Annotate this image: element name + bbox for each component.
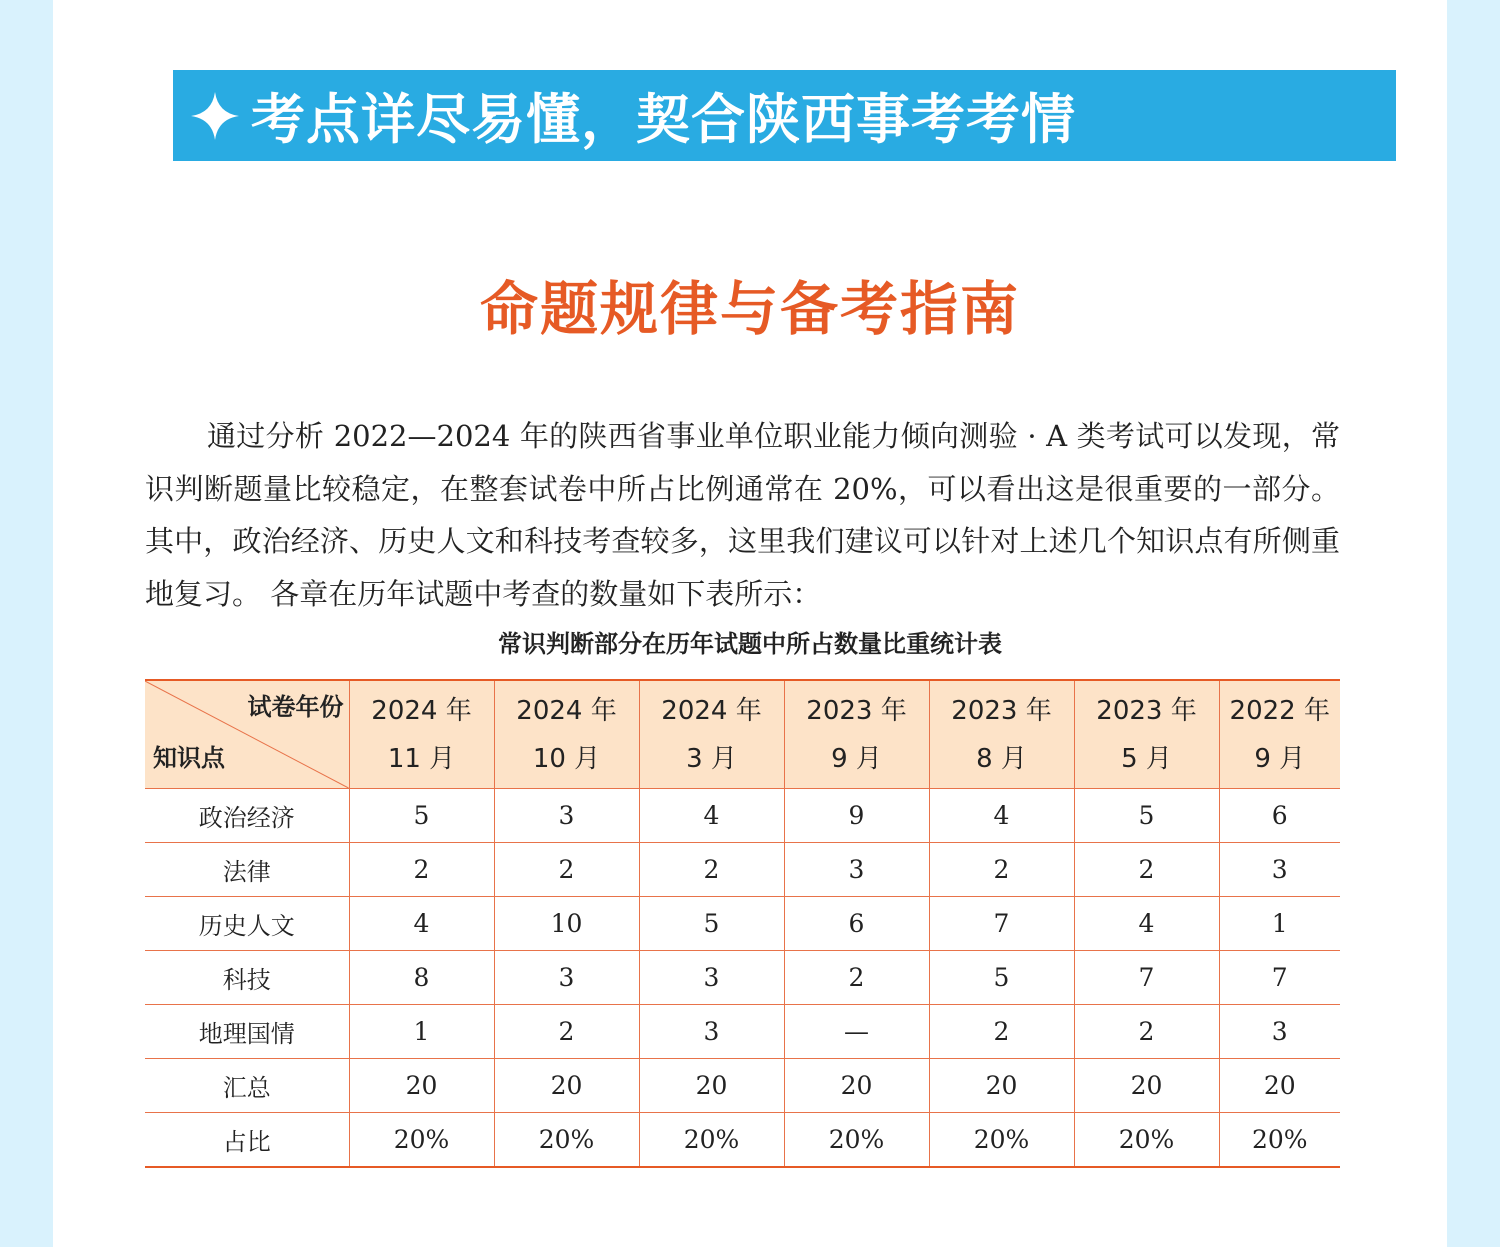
table-cell: 20 — [784, 1059, 929, 1113]
column-header — [639, 680, 784, 789]
table-cell: 2 — [929, 1005, 1074, 1059]
table-cell: 4 — [639, 789, 784, 843]
table-cell: 1 — [349, 1005, 494, 1059]
table-cell: 2 — [1074, 1005, 1219, 1059]
table-cell: 5 — [1074, 789, 1219, 843]
table-cell: 20 — [1074, 1059, 1219, 1113]
table-cell: 9 — [784, 789, 929, 843]
intro-paragraph: 通过分析 2022—2024 年的陕西省事业单位职业能力倾向测验 · A 类考试可以发现，常识判断题量比较稳定，在整套试卷中所占比例通常在 20%，可以看出这是很重要的一部分。 其中，政治经济、历史人文和科技考查较多，这里我们建议可以针对上述几个知识点有所侧重地复习。 各章在历年试题中考查的数量如下表所示： — [145, 419, 1340, 611]
table-cell: 3 — [494, 789, 639, 843]
table-cell: 20% — [784, 1113, 929, 1168]
column-header — [784, 680, 929, 789]
column-year: 2023 年 — [951, 695, 1052, 726]
corner-label-topic: 知识点 — [153, 744, 225, 772]
table-row — [145, 843, 1340, 897]
column-month: 5 月 — [1121, 743, 1172, 774]
table-cell: 20 — [929, 1059, 1074, 1113]
column-year: 2024 年 — [371, 695, 472, 726]
table-cell: 2 — [494, 843, 639, 897]
table-cell: 2 — [1074, 843, 1219, 897]
table-cell: 2 — [784, 951, 929, 1005]
table-row — [145, 1059, 1340, 1113]
row-label: 汇总 — [145, 1059, 349, 1113]
table-cell: 6 — [784, 897, 929, 951]
row-label: 政治经济 — [145, 789, 349, 843]
table-cell: 20 — [1219, 1059, 1340, 1113]
section-banner — [173, 70, 1396, 161]
table-header-row — [145, 680, 1340, 789]
column-month: 11 月 — [387, 743, 456, 774]
table-cell: 4 — [1074, 897, 1219, 951]
table-cell: 2 — [639, 843, 784, 897]
table-cell: 1 — [1219, 897, 1340, 951]
table-cell: 5 — [639, 897, 784, 951]
section-title: 命题规律与备考指南 — [479, 275, 1020, 343]
table-cell: 3 — [639, 951, 784, 1005]
column-month: 8 月 — [976, 743, 1027, 774]
table-cell: 20% — [929, 1113, 1074, 1168]
document-page — [53, 0, 1447, 1247]
column-year: 2023 年 — [1096, 695, 1197, 726]
table-cell: 3 — [1219, 843, 1340, 897]
table-cell: 2 — [494, 1005, 639, 1059]
row-label: 法律 — [145, 843, 349, 897]
table-row — [145, 951, 1340, 1005]
table-cell: 3 — [784, 843, 929, 897]
column-year: 2024 年 — [661, 695, 762, 726]
column-month: 9 月 — [1254, 743, 1306, 774]
column-month: 9 月 — [831, 743, 882, 774]
table-cell: 5 — [349, 789, 494, 843]
row-label: 科技 — [145, 951, 349, 1005]
corner-header-cell — [145, 680, 349, 789]
four-point-star-icon — [189, 90, 241, 142]
table-cell: 7 — [1219, 951, 1340, 1005]
table-cell: 20% — [349, 1113, 494, 1168]
table-cell: 20 — [349, 1059, 494, 1113]
table-row — [145, 789, 1340, 843]
table-cell: 8 — [349, 951, 494, 1005]
table-cell: 20 — [494, 1059, 639, 1113]
column-year: 2023 年 — [806, 695, 907, 726]
table-cell: 3 — [494, 951, 639, 1005]
column-header — [1074, 680, 1219, 789]
table-row — [145, 1113, 1340, 1168]
table-cell: 20% — [1219, 1113, 1340, 1168]
table-row — [145, 1005, 1340, 1059]
corner-label-year: 试卷年份 — [247, 693, 344, 721]
column-year: 2022 年 — [1229, 695, 1330, 726]
column-header — [1219, 680, 1340, 789]
column-month: 10 月 — [532, 743, 601, 774]
column-header — [494, 680, 639, 789]
table-cell: 5 — [929, 951, 1074, 1005]
row-label: 历史人文 — [145, 897, 349, 951]
stats-table — [145, 679, 1340, 1168]
column-month: 3 月 — [686, 743, 737, 774]
table-row — [145, 897, 1340, 951]
table-cell: 20 — [639, 1059, 784, 1113]
table-cell: 4 — [349, 897, 494, 951]
table-cell: 20% — [639, 1113, 784, 1168]
banner-title: 考点详尽易懂，契合陕西事考考情 — [251, 88, 1076, 151]
table-cell: 3 — [1219, 1005, 1340, 1059]
table-cell: 7 — [1074, 951, 1219, 1005]
table-cell: 7 — [929, 897, 1074, 951]
table-cell: 3 — [639, 1005, 784, 1059]
table-cell: 20% — [494, 1113, 639, 1168]
table-cell: 2 — [929, 843, 1074, 897]
table-cell: 2 — [349, 843, 494, 897]
table-caption: 常识判断部分在历年试题中所占数量比重统计表 — [498, 630, 1002, 658]
row-label: 占比 — [145, 1113, 349, 1168]
table-cell: 20% — [1074, 1113, 1219, 1168]
column-header — [349, 680, 494, 789]
table-cell: 10 — [494, 897, 639, 951]
row-label: 地理国情 — [145, 1005, 349, 1059]
table-cell: 6 — [1219, 789, 1340, 843]
column-header — [929, 680, 1074, 789]
column-year: 2024 年 — [516, 695, 617, 726]
table-cell: — — [784, 1005, 929, 1059]
table-cell: 4 — [929, 789, 1074, 843]
